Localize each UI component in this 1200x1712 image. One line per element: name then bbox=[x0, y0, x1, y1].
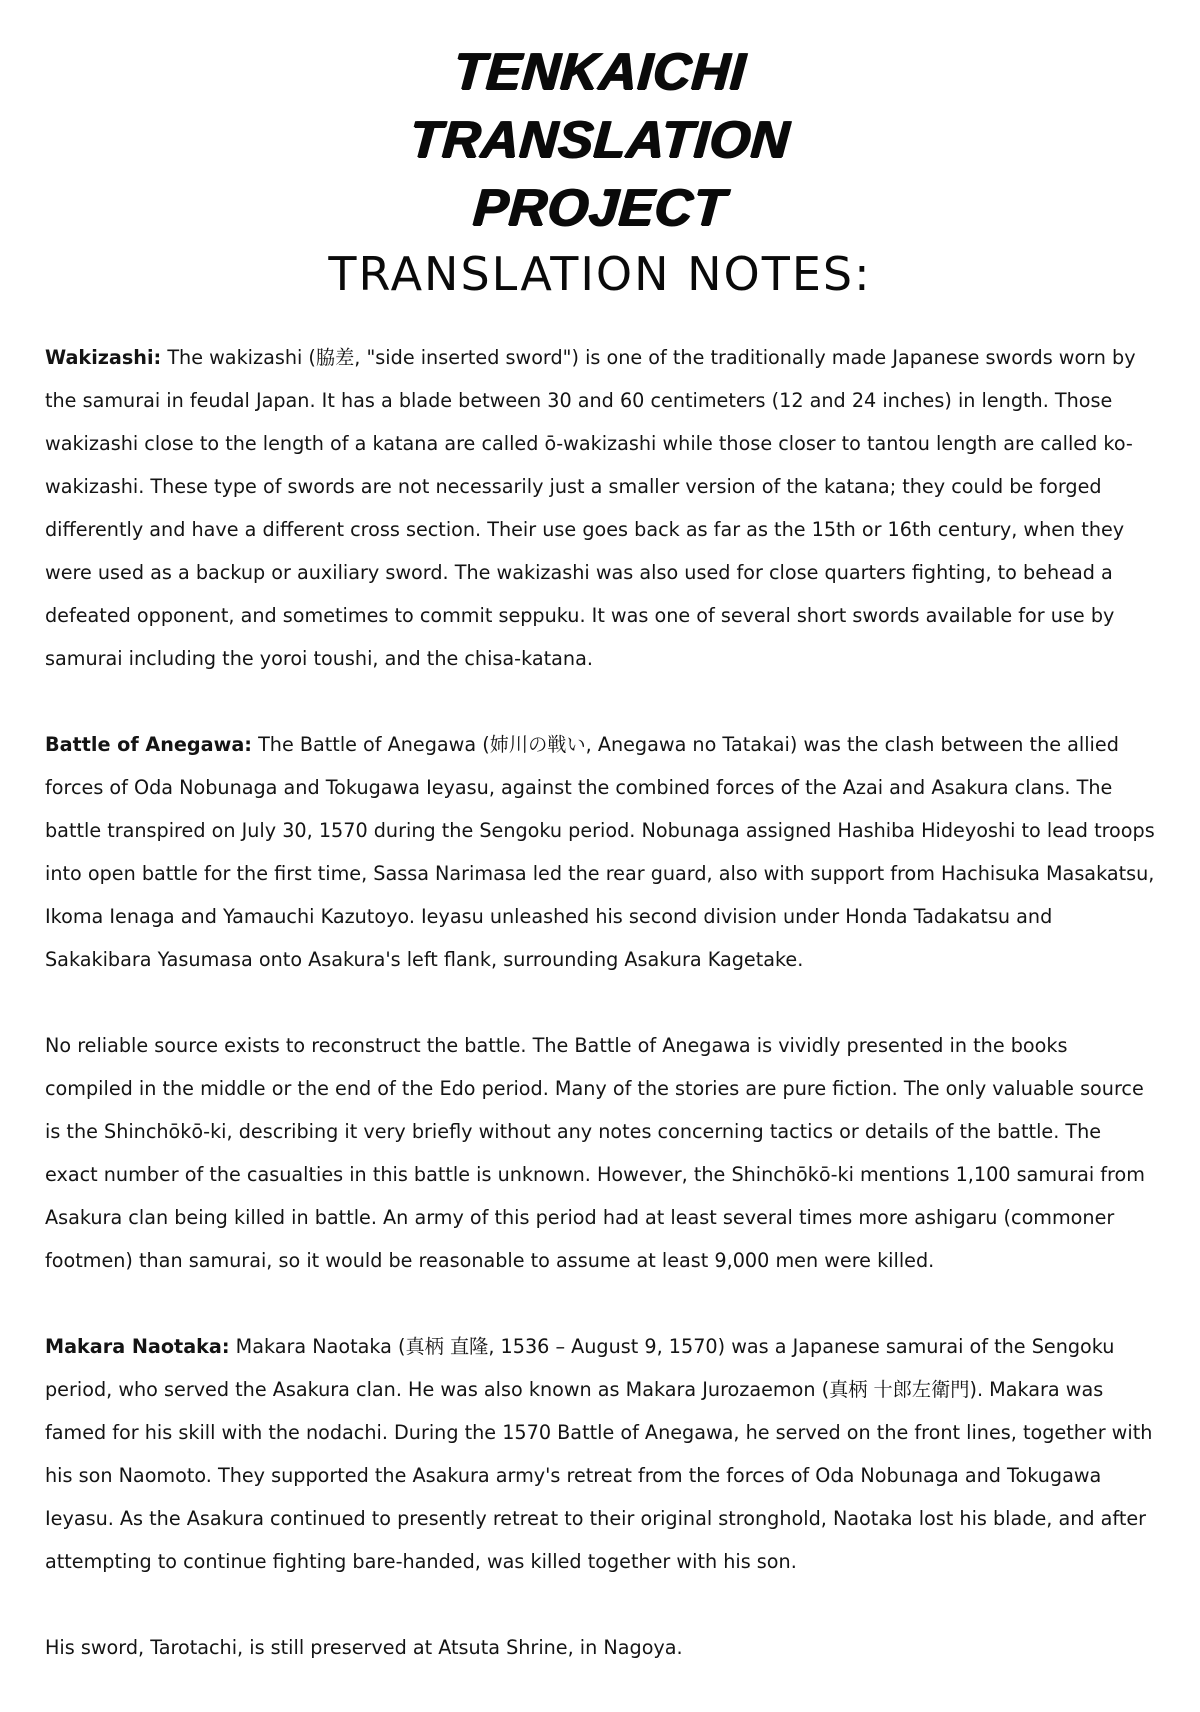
title-line-2: TRANSLATION bbox=[408, 111, 792, 169]
notes-body bbox=[45, 336, 1157, 1712]
note-text: Makara Naotaka (真柄 直隆, 1536 – August 9, 1570) was a Japanese samurai of the Sengoku period, who served the Asakura clan. He was also known as Makara Jurozaemon (真柄 十郎左衛門). Makara was famed for his skill with the nodachi. During the 1570 Battle of Anegawa, he served on the front lines, together with his son Naomoto. They supported the Asakura army's retreat from the forces of Oda Nobunaga and Tokugawa Ieyasu. As the Asakura continued to presently retreat to their original stronghold, Naotaka lost his blade, and after attempting to continue fighting bare-handed, was killed together with his son. bbox=[45, 1335, 1153, 1573]
note-term: Battle of Anegawa: bbox=[45, 733, 252, 756]
note-text: The wakizashi (脇差, "side inserted sword") is one of the traditionally made Japanese swords worn by the samurai in feudal Japan. It has a blade between 30 and 60 centimeters (12 and 24 inches) in length. Those wakizashi close to the length of a katana are called ō-wakizashi while those closer to tantou length are called ko-wakizashi. These type of swords are not necessarily just a smaller version of the katana; they could be forged differently and have a different cross section. Their use goes back as far as the 15th or 16th century, when they were used as a backup or auxiliary sword. The wakizashi was also used for close quarters fighting, to behead a defeated opponent, and sometimes to commit seppuku. It was one of several short swords available for use by samurai including the yoroi toushi, and the chisa-katana. bbox=[45, 346, 1136, 670]
notes-heading: TRANSLATION NOTES: bbox=[328, 247, 872, 301]
note-term: Makara Naotaka: bbox=[45, 1335, 230, 1358]
note-text: No reliable source exists to reconstruct the battle. The Battle of Anegawa is vividly presented in the books compiled in the middle or the end of the Edo period. Many of the stories are pure fiction. The only valuable source is the Shinchōkō-ki, describing it very briefly without any notes concerning tactics or details of the battle. The exact number of the casualties in this battle is unknown. However, the Shinchōkō-ki mentions 1,100 samurai from Asakura clan being killed in battle. An army of this period had at least several times more ashigaru (commoner footmen) than samurai, so it would be reasonable to assume at least 9,000 men were killed. bbox=[45, 1034, 1145, 1272]
note-makara-naotaka bbox=[45, 1325, 1157, 1583]
note-text: The Battle of Anegawa (姉川の戦い, Anegawa no Tatakai) was the clash between the allied forces of Oda Nobunaga and Tokugawa Ieyasu, against the combined forces of the Azai and Asakura clans. The battle transpired on July 30, 1570 during the Sengoku period. Nobunaga assigned Hashiba Hideyoshi to lead troops into open battle for the first time, Sassa Narimasa led the rear guard, also with support from Hachisuka Masakatsu, Ikoma Ienaga and Yamauchi Kazutoyo. Ieyasu unleashed his second division under Honda Tadakatsu and Sakakibara Yasumasa onto Asakura's left flank, surrounding Asakura Kagetake. bbox=[45, 733, 1155, 971]
note-text: His sword, Tarotachi, is still preserved at Atsuta Shrine, in Nagoya. bbox=[45, 1636, 683, 1659]
title-block bbox=[0, 38, 1200, 304]
title-line-1: TENKAICHI bbox=[451, 43, 749, 101]
title-line-3: PROJECT bbox=[471, 179, 729, 237]
note-tarotachi bbox=[45, 1626, 1157, 1669]
note-battle-of-anegawa bbox=[45, 723, 1157, 981]
note-anegawa-sources bbox=[45, 1024, 1157, 1282]
note-wakizashi bbox=[45, 336, 1157, 680]
note-term: Wakizashi: bbox=[45, 346, 162, 369]
